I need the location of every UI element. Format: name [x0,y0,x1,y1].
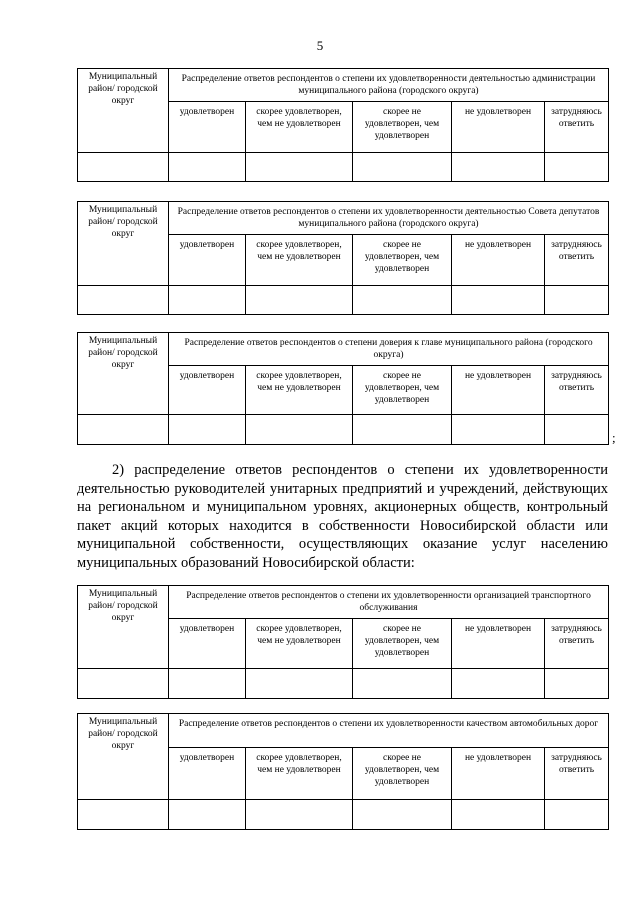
table-roads-satisfaction [77,713,609,830]
table-title: Распределение ответов респондентов о степени их удовлетворенности организацией транспортного обслуживания [169,586,609,619]
table-title: Распределение ответов респондентов о степени их удовлетворенности деятельностью Совета депутатов муниципального района (городского округа) [169,202,609,235]
column-header: скорее не удовлетворен, чем удовлетворен [353,748,452,800]
empty-cell [169,415,246,445]
empty-cell [452,800,545,830]
empty-cell [353,800,452,830]
table-head-trust [77,332,609,445]
empty-cell [169,800,246,830]
empty-cell [246,153,353,182]
row-header: Муниципальный район/ городской округ [78,69,169,153]
empty-cell [169,669,246,699]
column-header: скорее удовлетворен, чем не удовлетворен [246,748,353,800]
table-admin-satisfaction [77,68,609,182]
table-transport-satisfaction [77,585,609,699]
row-header: Муниципальный район/ городской округ [78,333,169,415]
empty-cell [246,286,353,315]
column-header: удовлетворен [169,102,246,153]
empty-cell [452,415,545,445]
empty-cell [78,415,169,445]
column-header: скорее удовлетворен, чем не удовлетворен [246,366,353,415]
column-header: не удовлетворен [452,619,545,669]
column-header: скорее удовлетворен, чем не удовлетворен [246,235,353,286]
column-header: не удовлетворен [452,102,545,153]
paragraph: 2) распределение ответов респондентов о степени их удовлетворенности деятельностью руководителей унитарных предприятий и учреждений, действующих на региональном и муниципальном уровнях, акционерных обществ, контрольный пакет акций которых находится в собственности Новосибирской области или муниципальной собственности, осуществляющих оказание услуг населению муниципальных образований Новосибирской области: [77,462,608,571]
table-title: Распределение ответов респондентов о степени их удовлетворенности качеством автомобильных дорог [169,714,609,748]
column-header: удовлетворен [169,366,246,415]
empty-cell [353,286,452,315]
column-header: скорее не удовлетворен, чем удовлетворен [353,619,452,669]
empty-cell [545,286,609,315]
column-header: затрудняюсь ответить [545,235,609,286]
row-header: Муниципальный район/ городской округ [78,586,169,669]
table-row [78,669,609,699]
column-header: скорее не удовлетворен, чем удовлетворен [353,366,452,415]
empty-cell [78,800,169,830]
empty-cell [246,800,353,830]
row-header: Муниципальный район/ городской округ [78,714,169,800]
empty-cell [545,153,609,182]
table-title: Распределение ответов респондентов о степени их удовлетворенности деятельностью администрации муниципального района (городского округа) [169,69,609,102]
column-header: не удовлетворен [452,748,545,800]
empty-cell [452,153,545,182]
column-header: удовлетворен [169,235,246,286]
empty-cell [78,153,169,182]
page-number: 5 [316,38,324,53]
row-header: Муниципальный район/ городской округ [78,202,169,286]
empty-cell [452,286,545,315]
table-row [78,286,609,315]
empty-cell [545,800,609,830]
column-header: не удовлетворен [452,366,545,415]
table-row [78,415,609,445]
empty-cell [353,153,452,182]
empty-cell [353,669,452,699]
column-header: скорее удовлетворен, чем не удовлетворен [246,102,353,153]
column-header: удовлетворен [169,748,246,800]
table-row [78,800,609,830]
semicolon: ; [612,430,616,445]
empty-cell [545,415,609,445]
column-header: скорее удовлетворен, чем не удовлетворен [246,619,353,669]
empty-cell [78,669,169,699]
empty-cell [169,153,246,182]
table-council-satisfaction [77,201,609,315]
column-header: скорее не удовлетворен, чем удовлетворен [353,235,452,286]
column-header: удовлетворен [169,619,246,669]
column-header: скорее не удовлетворен, чем удовлетворен [353,102,452,153]
table-row [78,153,609,182]
empty-cell [545,669,609,699]
empty-cell [452,669,545,699]
empty-cell [246,669,353,699]
table-title: Распределение ответов респондентов о степени доверия к главе муниципального района (городского округа) [169,333,609,366]
empty-cell [353,415,452,445]
empty-cell [169,286,246,315]
column-header: затрудняюсь ответить [545,366,609,415]
column-header: затрудняюсь ответить [545,748,609,800]
empty-cell [246,415,353,445]
empty-cell [78,286,169,315]
column-header: не удовлетворен [452,235,545,286]
column-header: затрудняюсь ответить [545,619,609,669]
column-header: затрудняюсь ответить [545,102,609,153]
